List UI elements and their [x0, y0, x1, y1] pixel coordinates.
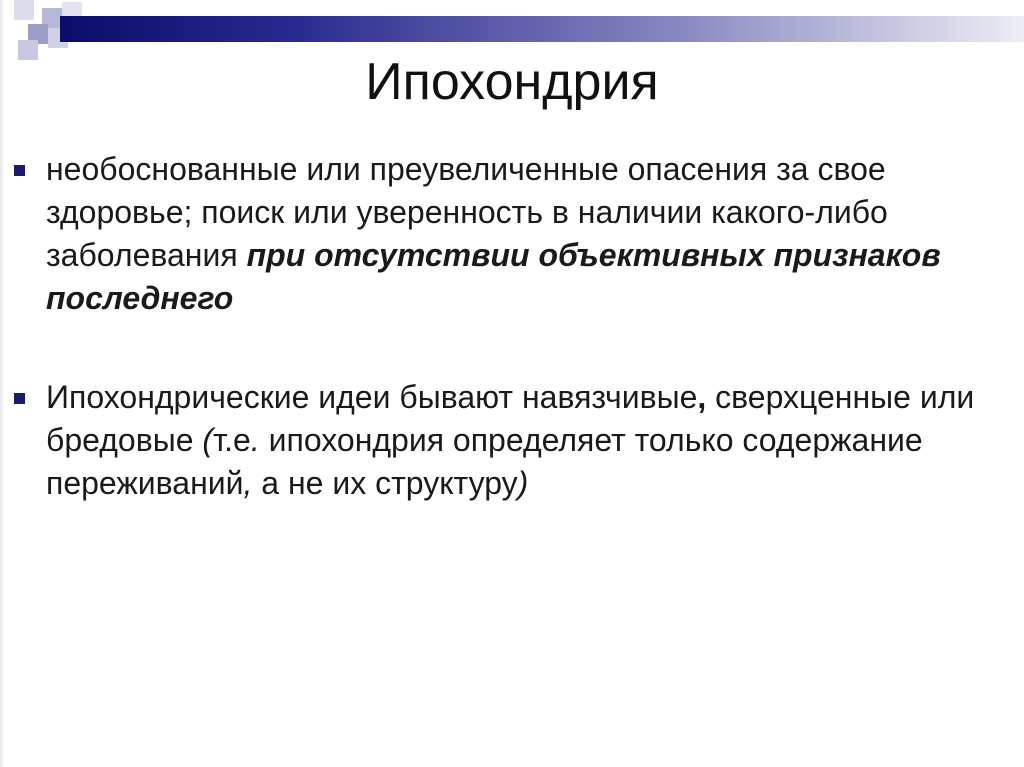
bullet-text-dot: .	[250, 422, 260, 458]
bullet-square-icon	[14, 165, 25, 176]
bullet-text-plain: необоснованные или преувеличенные опасения за свое здоровье; поиск или уверенность в наличии какого-либо заболевания	[46, 151, 888, 273]
bullet-text	[46, 376, 1006, 505]
bullet-text-part: Ипохондрические идеи бывают навязчивые	[46, 379, 698, 415]
bullet-text-paren: (	[202, 422, 214, 458]
bullet-text-paren: )	[517, 465, 529, 501]
bullet-text	[46, 148, 1006, 320]
bullet-text-comma: ,	[697, 379, 707, 415]
slide-edge-shadow	[0, 0, 4, 767]
decor-square	[14, 0, 34, 20]
bullet-text-part: а не их структуру	[252, 465, 518, 501]
title-gradient-bar	[60, 16, 1024, 42]
bullet-text-part: т.е	[213, 422, 251, 458]
bullet-text-comma: ,	[243, 465, 253, 501]
bullet-text-part: сверхценные или бредовые	[46, 379, 975, 458]
bullet-text-part: ипохондрия определяет только содержание переживаний	[46, 422, 923, 501]
bullet-text-emphasis: при отсутствии объективных признаков последнего	[46, 237, 941, 316]
bullet-square-icon	[14, 393, 25, 404]
slide-title: Ипохондрия	[365, 53, 659, 111]
